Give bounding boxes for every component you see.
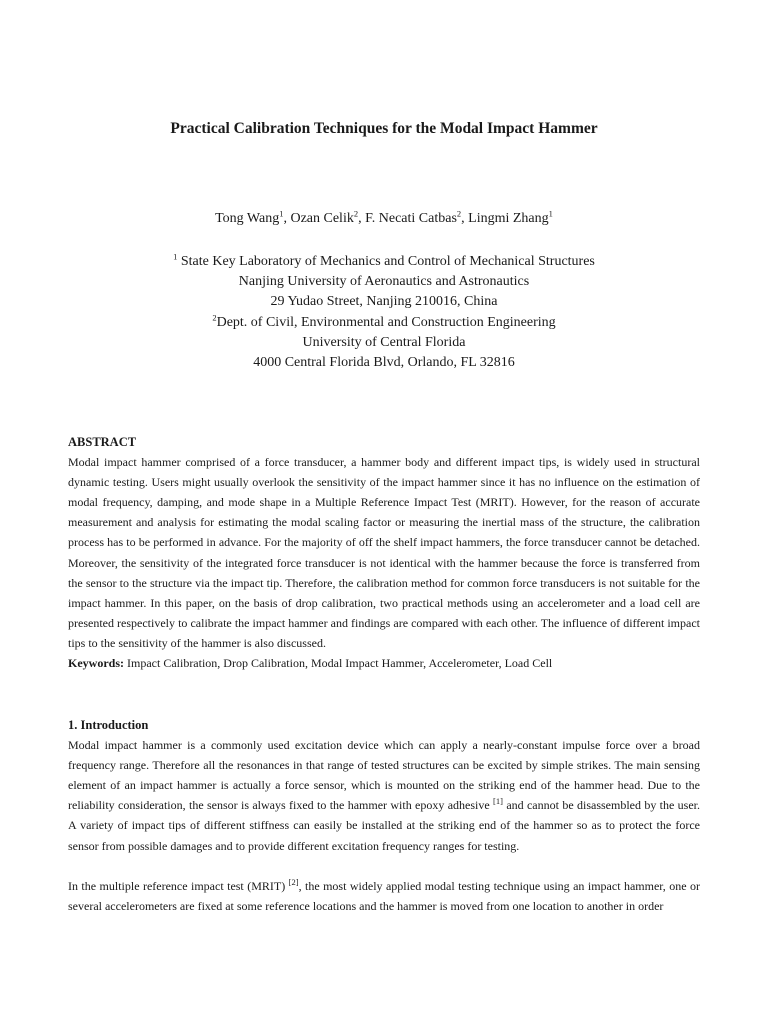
affiliation-text: State Key Laboratory of Mechanics and Control of Mechanical Structures: [177, 254, 595, 269]
paragraph-text: In the multiple reference impact test (MRIT): [68, 878, 289, 893]
paragraph-spacer: [68, 856, 700, 876]
affiliation-2-line-2: University of Central Florida: [302, 334, 466, 350]
author-affiliation-mark: 2: [456, 208, 462, 219]
affiliation-1-line-2: Nanjing University of Aeronautics and Astronautics: [238, 274, 530, 290]
paragraph-text: , the most widely applied modal testing technique using an impact hammer, one or several accelerometers are fixed at some reference locations and the hammer is moved from one location to another in order: [68, 878, 700, 913]
author-list: [0, 208, 768, 227]
affiliation-mark: 1: [173, 251, 178, 262]
paragraph-text: and cannot be disassembled by the user. A variety of impact tips of different stiffness can easily be installed at the striking end of the hammer so as to protect the force sensor from possible damages and to provide different excitation frequency ranges for testing.: [68, 798, 700, 853]
paper-title: Practical Calibration Techniques for the Modal Impact Hammer: [170, 120, 598, 137]
author-name: Tong Wang: [215, 211, 280, 226]
affiliation-2-line-3: 4000 Central Florida Blvd, Orlando, FL 32816: [253, 355, 515, 371]
author-separator: ,: [283, 211, 291, 226]
keywords-label: Keywords:: [68, 656, 124, 671]
author-separator: ,: [358, 211, 366, 226]
introduction-paragraph-1: [68, 735, 700, 856]
abstract-body: Modal impact hammer comprised of a force transducer, a hammer body and different impact tips, is widely used in structural dynamic testing. Users might usually overlook the sensitivity of the impact hammer since it has no influence on the estimation of modal frequency, damping, and mode shape in a Multiple Reference Impact Test (MRIT). However, for the reason of accurate measurement and analysis for estimating the modal scaling factor or measuring the inertial mass of the structure, the calibration process has to be performed in advance. For the majority of off the shelf impact hammers, the force transducer cannot be detached. Moreover, the sensitivity of the integrated force transducer is not identical with the hammer because the force is transferred from the sensor to the structure via the impact tip. Therefore, the calibration method for common force transducers is not suitable for the impact hammer. In this paper, on the basis of drop calibration, two practical methods using an accelerometer and a load cell are presented respectively to calibrate the impact hammer and findings are compared with each other. The influence of different impact tips to the sensitivity of the hammer is also discussed.: [68, 455, 700, 650]
abstract-heading: ABSTRACT: [68, 435, 137, 449]
author-name: Lingmi Zhang: [468, 211, 549, 226]
affiliation-1-line-3: 29 Yudao Street, Nanjing 210016, China: [270, 294, 498, 310]
affiliation-mark: 2: [212, 311, 217, 322]
abstract-section: [68, 432, 700, 673]
author-affiliation-mark: 1: [279, 208, 284, 219]
author-name: F. Necati Catbas: [365, 211, 457, 226]
citation-ref[interactable]: [1]: [493, 796, 503, 807]
author-affiliation-mark: 2: [353, 208, 359, 219]
keywords-line: [68, 653, 700, 673]
introduction-heading: 1. Introduction: [68, 718, 149, 732]
affiliation-1-line-1: [0, 252, 768, 272]
introduction-section: [68, 715, 700, 916]
citation-ref[interactable]: [2]: [288, 876, 299, 887]
author-name: Ozan Celik: [290, 211, 354, 226]
paragraph-text: Modal impact hammer is a commonly used excitation device which can apply a nearly-constant impulse force over a broad frequency range. Therefore all the resonances in that range of tested structures can be excited by simple strikes. The main sensing element of an impact hammer is actually a force sensor, which is mounted on the striking end of the hammer head. Due to the reliability consideration, the sensor is always fixed to the hammer with epoxy adhesive: [68, 738, 700, 813]
author-affiliation-mark: 1: [548, 208, 553, 219]
introduction-paragraph-2: [68, 876, 700, 916]
keywords-text: Impact Calibration, Drop Calibration, Modal Impact Hammer, Accelerometer, Load Cell: [124, 656, 553, 671]
affiliations: [0, 252, 768, 373]
author-separator: ,: [461, 211, 469, 226]
affiliation-text: Dept. of Civil, Environmental and Construction Engineering: [216, 314, 556, 330]
affiliation-2-line-1: [0, 313, 768, 333]
